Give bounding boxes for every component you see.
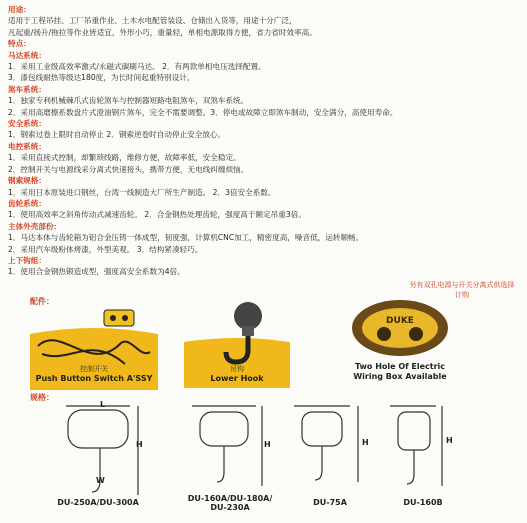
- body-line: 2．采用汽车级粉体烤漆，外型美观。 3．结构紧凑轻巧。: [8, 244, 203, 254]
- body-line: 2．控制开关与电源线采分离式快速接头，携带方便，无电线纠缠烦恼。: [8, 164, 249, 174]
- section-heading: 电控系统：: [8, 141, 46, 151]
- body-line: 凡起重/扬升/拖拉等作业皆适宜，外形小巧，重量轻，单相电源取得方便，省力省时效率高。: [8, 27, 317, 37]
- section-heading: 用途：: [8, 5, 31, 14]
- body-line: 1．使用高效率之斜角传动式减速齿轮。 2．合金钢热处理齿轮，强度高于额定吊重3倍。: [8, 210, 306, 220]
- duke-logo: DUKE: [386, 316, 414, 326]
- push-button-switch-panel: [30, 304, 158, 390]
- wiring-box-note: 另有双孔电源与开关分离式供选择订购: [409, 281, 515, 299]
- section-heading: 上下钩组：: [8, 255, 46, 265]
- body-line: 1．钢索过卷上限时自动停止 2．钢索逆卷时自动停止安全放心。: [8, 130, 226, 140]
- push-button-switch-sub: 控制开关: [80, 365, 108, 373]
- body-line: 1．使用合金钢热锻造成型，强度高安全系数为4倍。: [8, 267, 185, 277]
- body-line: 1．采用直接式控制，却繁琐线路，维修方便，故障率低，安全稳定。: [8, 153, 241, 163]
- accessories-label: 配件：: [30, 297, 54, 306]
- body-line: 1．采用日本原装进口钢丝，台湾一线制造大厂所生产制造。 2．3倍安全系数。: [8, 187, 276, 197]
- body-line: 1．采用工业级高效率激式/永磁式碳刷马达。 2．有两款单相电压选择配置。: [8, 62, 266, 72]
- section-heading: 煞车系统：: [8, 84, 46, 94]
- wiring-box-image: [340, 298, 460, 358]
- dim-w-1: W: [96, 476, 105, 485]
- lower-hook-sub: 吊钩: [230, 365, 244, 373]
- push-button-switch-caption: Push Button Switch A'SSY: [35, 374, 153, 383]
- section-heading: 齿轮系统：: [8, 198, 46, 208]
- body-line: 1．马达本体与齿轮箱为铝合金压铸一体成型，韧度强，计算机CNC加工，精密度高，噪音低，运转顺畅。: [8, 233, 364, 243]
- lower-hook-caption: Lower Hook: [210, 374, 264, 383]
- dim-h-3: H: [362, 438, 369, 447]
- model-du-75a: DU-75A: [313, 498, 347, 507]
- section-heading: 马达系统：: [8, 50, 46, 60]
- body-line: 1．独家专利机械棘爪式齿轮煞车与控制器短路电阻煞车，双煞车系统。: [8, 96, 249, 106]
- section-heading: 安全系统：: [8, 119, 46, 129]
- body-line: 适用于工程吊挂、工厂吊重作业、土木水电配管装设、仓储出入货等，用途十分广泛，: [8, 16, 297, 26]
- lower-hook-panel: [184, 300, 290, 388]
- specs-label: 规格：: [30, 393, 54, 402]
- dim-l-1: L: [100, 400, 106, 409]
- body-line: 3．漆包线耐热等级达180度，为长时间起重特别设计。: [8, 73, 195, 83]
- model-du-160b: DU-160B: [403, 498, 443, 507]
- model-du-160a: DU-160A/DU-180A/ DU-230A: [187, 494, 273, 512]
- wiring-box-caption: Two Hole Of Electric Wiring Box Available: [353, 362, 447, 381]
- dim-h-4: H: [446, 436, 453, 445]
- model-du-250a: DU-250A/DU-300A: [57, 498, 139, 507]
- section-heading: 主体外壳部份：: [8, 221, 62, 231]
- body-line: 2．采用高磨擦系数盘片式澄油钢片煞车，完全不需要调整。3．停电或故障立即煞车制动，安全满分，高使用寿命。: [8, 107, 398, 117]
- wiring-box-panel: [340, 298, 460, 390]
- section-heading: 钢索规格：: [8, 176, 46, 186]
- dim-h-2: H: [264, 440, 271, 449]
- section-heading: 特点：: [8, 39, 31, 49]
- features-section: [8, 4, 520, 278]
- dim-h-1: H: [136, 440, 143, 449]
